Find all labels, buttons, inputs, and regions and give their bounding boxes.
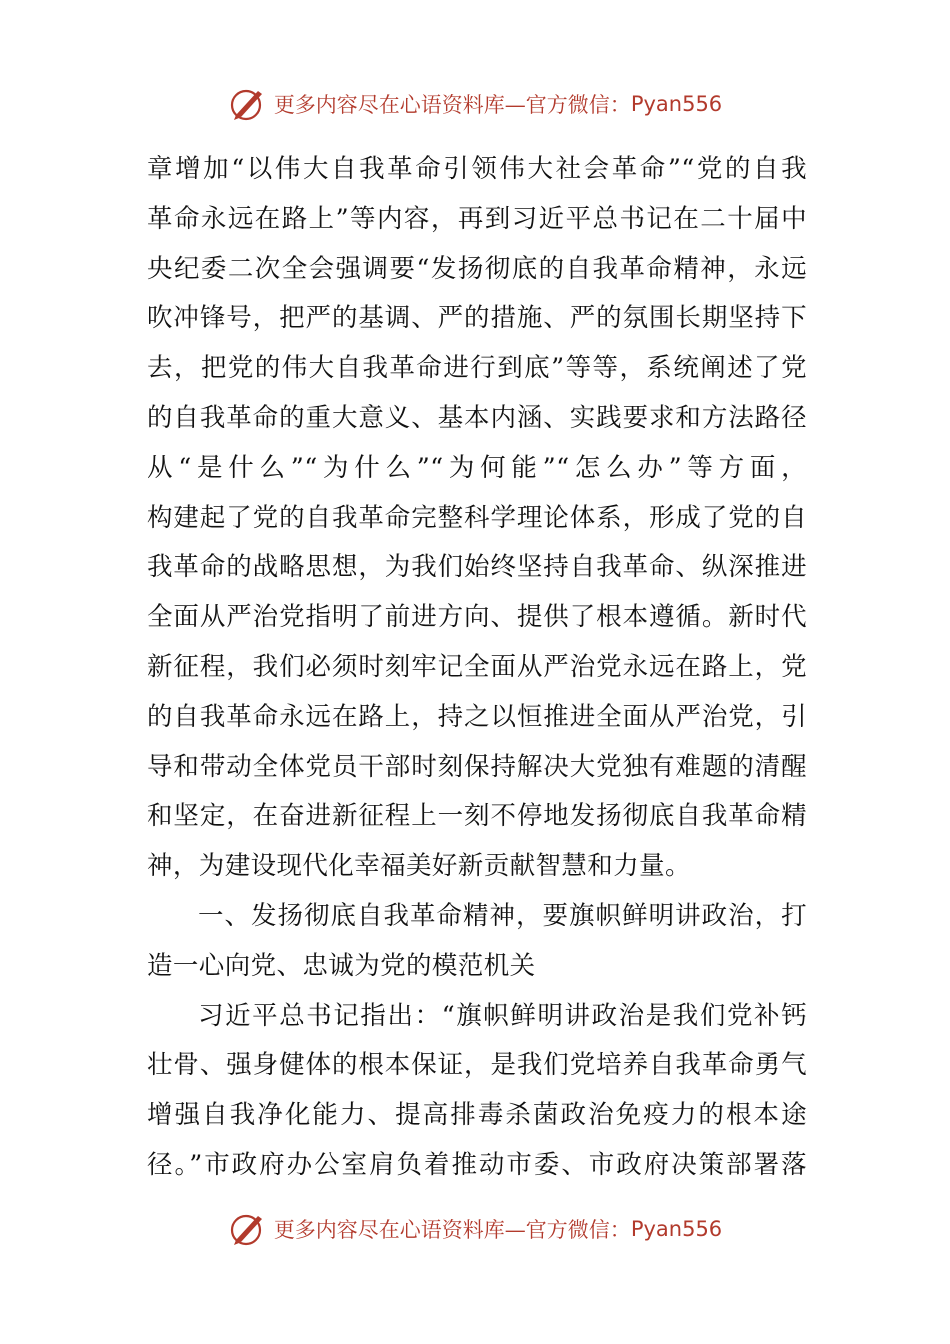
text-line: 导和带动全体党员干部时刻保持解决大党独有难题的清醒: [147, 751, 807, 782]
text-line: 径。”市政府办公室肩负着推动市委、市政府决策部署落: [147, 1149, 807, 1180]
text-line: 去，把党的伟大自我革命进行到底”等等，系统阐述了党: [147, 353, 807, 384]
header-watermark-banner: [0, 84, 950, 124]
watermark-text: 更多内容尽在心语资料库—官方微信：: [273, 93, 631, 117]
document-body: [147, 145, 807, 1191]
text-line: 我革命的战略思想，为我们始终坚持自我革命、纵深推进: [147, 552, 807, 583]
watermark-wechat-id: Pyan556: [630, 1217, 723, 1241]
text-line: 壮骨、强身健体的根本保证，是我们党培养自我革命勇气: [147, 1050, 807, 1081]
text-line: 的自我革命的重大意义、基本内涵、实践要求和方法路径: [147, 402, 807, 433]
section-heading-line: 一、发扬彻底自我革命精神，要旗帜鲜明讲政治，打: [198, 900, 807, 931]
text-line: 央纪委二次全会强调要“发扬彻底的自我革命精神，永远: [147, 253, 807, 284]
text-line: 章增加“以伟大自我革命引领伟大社会革命”“党的自我: [147, 154, 807, 184]
text-line: 和坚定，在奋进新征程上一刻不停地发扬彻底自我革命精: [147, 801, 807, 832]
footer-watermark-banner: [0, 1209, 950, 1249]
text-line: 增强自我净化能力、提高排毒杀菌政治免疫力的根本途: [147, 1100, 807, 1131]
text-line: 习近平总书记指出：“旗帜鲜明讲政治是我们党补钙: [198, 1000, 807, 1031]
text-line: 神，为建设现代化幸福美好新贡献智慧和力量。: [147, 851, 691, 882]
text-line: 革命永远在路上”等内容，再到习近平总书记在二十届中: [147, 203, 807, 234]
text-line: 的自我革命永远在路上，持之以恒推进全面从严治党，引: [147, 701, 807, 732]
text-line: 从“是什么”“为什么”“为何能”“怎么办”等方面，: [147, 452, 807, 483]
text-line: 新征程，我们必须时刻牢记全面从严治党永远在路上，党: [147, 651, 807, 682]
text-line: 全面从严治党指明了前进方向、提供了根本遵循。新时代: [147, 602, 807, 633]
section-heading-line: 造一心向党、忠诚为党的模范机关: [147, 950, 536, 981]
text-line: 构建起了党的自我革命完整科学理论体系，形成了党的自: [147, 502, 807, 533]
pen-logo-icon: [228, 1209, 268, 1249]
text-line: 吹冲锋号，把严的基调、严的措施、严的氛围长期坚持下: [147, 303, 807, 334]
watermark-text: 更多内容尽在心语资料库—官方微信：: [273, 1218, 631, 1242]
pen-logo-icon: [228, 84, 268, 124]
watermark-wechat-id: Pyan556: [630, 92, 723, 116]
